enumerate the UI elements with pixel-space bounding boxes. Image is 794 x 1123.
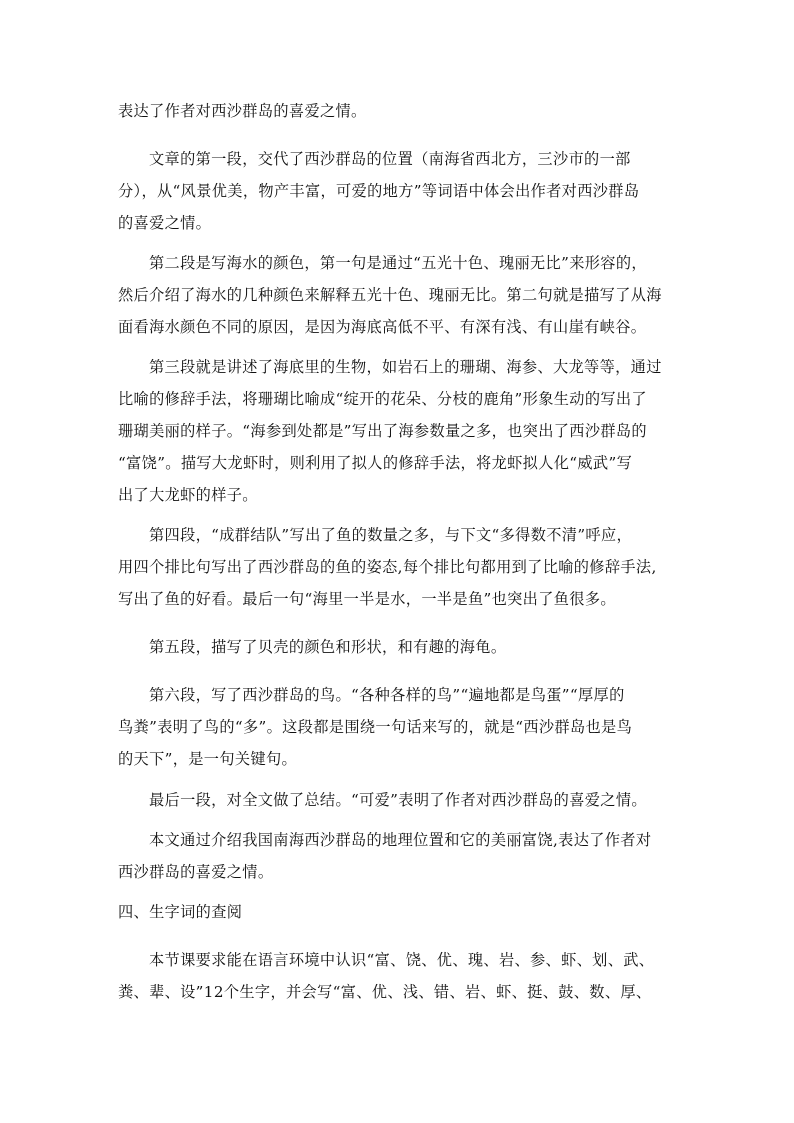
text-line: 比喻的修辞手法，将珊瑚比喻成“绽开的花朵、分枝的鹿角”形象生动的写出了 xyxy=(118,390,647,408)
text-line: 本节课要求能在语言环境中认识“富、饶、优、瑰、岩、参、虾、划、武、 xyxy=(149,951,655,969)
text-line: 最后一段，对全文做了总结。“可爱”表明了作者对西沙群岛的喜爱之情。 xyxy=(149,791,647,809)
text-line: 粪、辈、设”12个生字，并会写“富、优、浅、错、岩、虾、挺、鼓、数、厚、 xyxy=(118,983,652,1001)
text-line: 然后介绍了海水的几种颜色来解释五光十色、瑰丽无比。第二句就是描写了从海 xyxy=(118,286,662,304)
section-heading: 四、生字词的查阅 xyxy=(118,903,243,921)
text-line: 面看海水颜色不同的原因，是因为海底高低不平、有深有浅、有山崖有峡谷。 xyxy=(118,318,647,336)
text-line: 本文通过介绍我国南海西沙群岛的地理位置和它的美丽富饶,表达了作者对 xyxy=(149,831,652,849)
text-line: 第二段是写海水的颜色，第一句是通过“五光十色、瑰丽无比”来形容的， xyxy=(149,254,647,272)
text-line: 写出了鱼的好看。最后一句“海里一半是水，一半是鱼”也突出了鱼很多。 xyxy=(118,590,616,608)
text-line: 西沙群岛的喜爱之情。 xyxy=(118,863,274,881)
text-line: 珊瑚美丽的样子。“海参到处都是”写出了海参数量之多，也突出了西沙群岛的 xyxy=(118,422,647,440)
text-line: 文章的第一段，交代了西沙群岛的位置（南海省西北方，三沙市的一部 xyxy=(149,150,631,168)
text-line: 第六段，写了西沙群岛的鸟。“各种各样的鸟”“遍地都是鸟蛋”“厚厚的 xyxy=(149,686,625,704)
text-line: “富饶”。描写大龙虾时，则利用了拟人的修辞手法，将龙虾拟人化“威武”写 xyxy=(118,454,633,472)
text-line: 的天下”，是一句关键句。 xyxy=(118,750,298,768)
text-line: 出了大龙虾的样子。 xyxy=(118,486,258,504)
text-line: 第四段，“成群结队”写出了鱼的数量之多，与下文“多得数不清”呼应， xyxy=(149,526,633,544)
text-line: 第三段就是讲述了海底里的生物，如岩石上的珊瑚、海参、大龙等等，通过 xyxy=(149,358,662,376)
text-line: 分），从“风景优美，物产丰富，可爱的地方”等词语中体会出作者对西沙群岛 xyxy=(118,182,640,200)
text-line: 鸟粪”表明了鸟的“多”。这段都是围绕一句话来写的，就是“西沙群岛也是鸟 xyxy=(118,718,633,736)
text-line: 第五段，描写了贝壳的颜色和形状，和有趣的海龟。 xyxy=(149,638,507,656)
text-line: 的喜爱之情。 xyxy=(118,214,212,232)
text-line: 表达了作者对西沙群岛的喜爱之情。 xyxy=(118,102,367,120)
text-line: 用四个排比句写出了西沙群岛的鱼的姿态,每个排比句都用到了比喻的修辞手法, xyxy=(118,558,657,576)
